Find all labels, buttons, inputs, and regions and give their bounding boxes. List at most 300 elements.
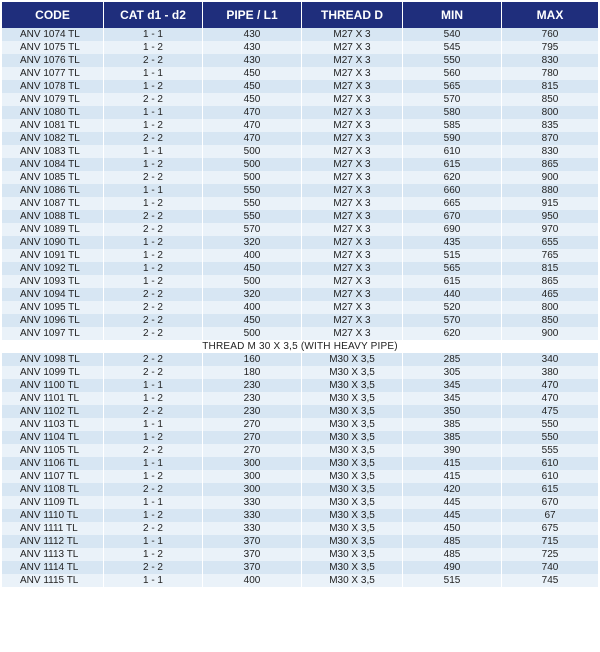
cell-code: ANV 1089 TL (2, 223, 104, 236)
cell-min: 550 (403, 54, 502, 67)
cell-code: ANV 1080 TL (2, 106, 104, 119)
cell-cat: 1 - 2 (104, 158, 203, 171)
cell-code: ANV 1091 TL (2, 249, 104, 262)
cell-pipe: 180 (203, 366, 302, 379)
cell-min: 690 (403, 223, 502, 236)
table-row (2, 93, 598, 106)
cell-code: ANV 1093 TL (2, 275, 104, 288)
cell-min: 545 (403, 41, 502, 54)
table-row (2, 223, 598, 236)
cell-min: 560 (403, 67, 502, 80)
cell-cat: 1 - 2 (104, 275, 203, 288)
cell-max: 550 (502, 418, 598, 431)
cell-thread: M27 X 3 (302, 223, 403, 236)
table-row (2, 314, 598, 327)
cell-max: 870 (502, 132, 598, 145)
cell-cat: 2 - 2 (104, 314, 203, 327)
cell-code: ANV 1076 TL (2, 54, 104, 67)
cell-thread: M27 X 3 (302, 106, 403, 119)
cell-max: 865 (502, 158, 598, 171)
cell-pipe: 230 (203, 379, 302, 392)
table-row (2, 158, 598, 171)
cell-cat: 1 - 2 (104, 197, 203, 210)
cell-cat: 1 - 2 (104, 80, 203, 93)
cell-thread: M30 X 3,5 (302, 405, 403, 418)
cell-min: 570 (403, 93, 502, 106)
cell-code: ANV 1092 TL (2, 262, 104, 275)
cell-cat: 2 - 2 (104, 301, 203, 314)
cell-max: 835 (502, 119, 598, 132)
cell-max: 67 (502, 509, 598, 522)
cell-max: 555 (502, 444, 598, 457)
cell-max: 815 (502, 80, 598, 93)
table-row (2, 444, 598, 457)
cell-min: 435 (403, 236, 502, 249)
cell-cat: 1 - 2 (104, 470, 203, 483)
cell-thread: M27 X 3 (302, 327, 403, 340)
cell-max: 795 (502, 41, 598, 54)
cell-cat: 1 - 2 (104, 548, 203, 561)
table-row (2, 496, 598, 509)
table-row (2, 470, 598, 483)
cell-cat: 1 - 2 (104, 249, 203, 262)
cell-max: 970 (502, 223, 598, 236)
section-note: THREAD M 30 X 3,5 (WITH HEAVY PIPE) (2, 340, 598, 353)
cell-max: 340 (502, 353, 598, 366)
cell-pipe: 230 (203, 405, 302, 418)
cell-pipe: 370 (203, 548, 302, 561)
cell-cat: 1 - 2 (104, 236, 203, 249)
cell-pipe: 470 (203, 106, 302, 119)
cell-cat: 1 - 2 (104, 41, 203, 54)
cell-thread: M30 X 3,5 (302, 457, 403, 470)
cell-code: ANV 1095 TL (2, 301, 104, 314)
cell-min: 615 (403, 158, 502, 171)
cell-min: 415 (403, 457, 502, 470)
cell-code: ANV 1096 TL (2, 314, 104, 327)
cell-cat: 2 - 2 (104, 327, 203, 340)
cell-code: ANV 1077 TL (2, 67, 104, 80)
cell-max: 470 (502, 392, 598, 405)
cell-max: 880 (502, 184, 598, 197)
cell-pipe: 500 (203, 275, 302, 288)
cell-max: 715 (502, 535, 598, 548)
cell-min: 610 (403, 145, 502, 158)
section-note-row (2, 340, 598, 353)
cell-max: 610 (502, 457, 598, 470)
cell-min: 515 (403, 249, 502, 262)
cell-thread: M27 X 3 (302, 67, 403, 80)
cell-code: ANV 1075 TL (2, 41, 104, 54)
cell-code: ANV 1087 TL (2, 197, 104, 210)
product-table-container (2, 2, 598, 587)
cell-cat: 1 - 2 (104, 431, 203, 444)
cell-pipe: 500 (203, 327, 302, 340)
cell-pipe: 270 (203, 444, 302, 457)
cell-min: 345 (403, 379, 502, 392)
cell-cat: 2 - 2 (104, 93, 203, 106)
cell-max: 655 (502, 236, 598, 249)
cell-min: 590 (403, 132, 502, 145)
cell-pipe: 430 (203, 41, 302, 54)
cell-min: 565 (403, 80, 502, 93)
cell-thread: M30 X 3,5 (302, 431, 403, 444)
cell-pipe: 270 (203, 418, 302, 431)
table-row (2, 392, 598, 405)
cell-pipe: 430 (203, 54, 302, 67)
cell-cat: 2 - 2 (104, 366, 203, 379)
cell-pipe: 470 (203, 132, 302, 145)
cell-code: ANV 1115 TL (2, 574, 104, 587)
cell-pipe: 330 (203, 509, 302, 522)
cell-thread: M30 X 3,5 (302, 561, 403, 574)
cell-thread: M30 X 3,5 (302, 366, 403, 379)
cell-code: ANV 1083 TL (2, 145, 104, 158)
cell-cat: 2 - 2 (104, 288, 203, 301)
cell-code: ANV 1103 TL (2, 418, 104, 431)
cell-code: ANV 1114 TL (2, 561, 104, 574)
table-row (2, 184, 598, 197)
cell-thread: M30 X 3,5 (302, 392, 403, 405)
cell-min: 285 (403, 353, 502, 366)
header-thread: THREAD D (302, 2, 403, 28)
cell-pipe: 470 (203, 119, 302, 132)
cell-min: 485 (403, 535, 502, 548)
cell-thread: M27 X 3 (302, 184, 403, 197)
cell-thread: M27 X 3 (302, 41, 403, 54)
cell-cat: 2 - 2 (104, 210, 203, 223)
cell-cat: 1 - 2 (104, 119, 203, 132)
cell-pipe: 450 (203, 67, 302, 80)
cell-pipe: 230 (203, 392, 302, 405)
cell-cat: 1 - 1 (104, 184, 203, 197)
cell-min: 670 (403, 210, 502, 223)
cell-pipe: 500 (203, 158, 302, 171)
header-pipe: PIPE / L1 (203, 2, 302, 28)
table-row (2, 509, 598, 522)
cell-code: ANV 1111 TL (2, 522, 104, 535)
table-row (2, 236, 598, 249)
table-row (2, 522, 598, 535)
cell-code: ANV 1110 TL (2, 509, 104, 522)
cell-pipe: 570 (203, 223, 302, 236)
table-row (2, 548, 598, 561)
cell-min: 620 (403, 171, 502, 184)
cell-min: 450 (403, 522, 502, 535)
cell-pipe: 550 (203, 210, 302, 223)
cell-thread: M27 X 3 (302, 171, 403, 184)
cell-thread: M27 X 3 (302, 158, 403, 171)
cell-max: 670 (502, 496, 598, 509)
cell-cat: 1 - 1 (104, 457, 203, 470)
cell-pipe: 300 (203, 483, 302, 496)
cell-cat: 1 - 1 (104, 574, 203, 587)
cell-pipe: 400 (203, 249, 302, 262)
cell-code: ANV 1102 TL (2, 405, 104, 418)
table-row (2, 171, 598, 184)
cell-code: ANV 1104 TL (2, 431, 104, 444)
cell-code: ANV 1090 TL (2, 236, 104, 249)
table-row (2, 301, 598, 314)
cell-code: ANV 1084 TL (2, 158, 104, 171)
cell-min: 445 (403, 496, 502, 509)
cell-min: 385 (403, 418, 502, 431)
table-row (2, 54, 598, 67)
cell-thread: M30 X 3,5 (302, 496, 403, 509)
cell-code: ANV 1086 TL (2, 184, 104, 197)
cell-min: 390 (403, 444, 502, 457)
cell-code: ANV 1074 TL (2, 28, 104, 41)
header-row (2, 2, 598, 28)
header-max: MAX (502, 2, 598, 28)
cell-pipe: 500 (203, 171, 302, 184)
cell-pipe: 450 (203, 93, 302, 106)
cell-min: 415 (403, 470, 502, 483)
cell-thread: M30 X 3,5 (302, 379, 403, 392)
cell-code: ANV 1101 TL (2, 392, 104, 405)
cell-min: 585 (403, 119, 502, 132)
cell-thread: M30 X 3,5 (302, 522, 403, 535)
table-row (2, 574, 598, 587)
cell-max: 380 (502, 366, 598, 379)
cell-max: 830 (502, 145, 598, 158)
cell-code: ANV 1106 TL (2, 457, 104, 470)
cell-pipe: 160 (203, 353, 302, 366)
cell-min: 445 (403, 509, 502, 522)
cell-code: ANV 1088 TL (2, 210, 104, 223)
cell-min: 305 (403, 366, 502, 379)
cell-code: ANV 1100 TL (2, 379, 104, 392)
cell-thread: M30 X 3,5 (302, 548, 403, 561)
cell-max: 830 (502, 54, 598, 67)
cell-cat: 2 - 2 (104, 405, 203, 418)
cell-pipe: 320 (203, 236, 302, 249)
cell-min: 615 (403, 275, 502, 288)
cell-cat: 2 - 2 (104, 171, 203, 184)
cell-thread: M27 X 3 (302, 314, 403, 327)
cell-pipe: 370 (203, 535, 302, 548)
table-row (2, 80, 598, 93)
cell-code: ANV 1085 TL (2, 171, 104, 184)
table-row (2, 262, 598, 275)
header-cat: CAT d1 - d2 (104, 2, 203, 28)
cell-thread: M27 X 3 (302, 288, 403, 301)
cell-cat: 2 - 2 (104, 561, 203, 574)
cell-cat: 1 - 1 (104, 28, 203, 41)
cell-pipe: 370 (203, 561, 302, 574)
table-row (2, 327, 598, 340)
cell-max: 915 (502, 197, 598, 210)
cell-max: 725 (502, 548, 598, 561)
cell-max: 615 (502, 483, 598, 496)
cell-pipe: 320 (203, 288, 302, 301)
cell-pipe: 400 (203, 301, 302, 314)
cell-max: 470 (502, 379, 598, 392)
cell-cat: 1 - 2 (104, 509, 203, 522)
cell-cat: 2 - 2 (104, 132, 203, 145)
cell-thread: M27 X 3 (302, 236, 403, 249)
cell-code: ANV 1113 TL (2, 548, 104, 561)
cell-code: ANV 1079 TL (2, 93, 104, 106)
cell-cat: 2 - 2 (104, 223, 203, 236)
header-min: MIN (403, 2, 502, 28)
table-row (2, 210, 598, 223)
cell-min: 570 (403, 314, 502, 327)
cell-code: ANV 1098 TL (2, 353, 104, 366)
cell-max: 815 (502, 262, 598, 275)
cell-code: ANV 1109 TL (2, 496, 104, 509)
cell-cat: 1 - 1 (104, 145, 203, 158)
cell-thread: M30 X 3,5 (302, 574, 403, 587)
table-row (2, 288, 598, 301)
cell-pipe: 550 (203, 184, 302, 197)
cell-code: ANV 1078 TL (2, 80, 104, 93)
table-row (2, 67, 598, 80)
cell-thread: M27 X 3 (302, 28, 403, 41)
cell-min: 580 (403, 106, 502, 119)
cell-cat: 2 - 2 (104, 522, 203, 535)
cell-max: 745 (502, 574, 598, 587)
cell-thread: M27 X 3 (302, 54, 403, 67)
cell-min: 385 (403, 431, 502, 444)
cell-cat: 2 - 2 (104, 353, 203, 366)
table-row (2, 561, 598, 574)
table-row (2, 405, 598, 418)
cell-cat: 1 - 1 (104, 496, 203, 509)
cell-thread: M30 X 3,5 (302, 353, 403, 366)
cell-cat: 2 - 2 (104, 444, 203, 457)
cell-min: 660 (403, 184, 502, 197)
cell-cat: 1 - 2 (104, 262, 203, 275)
cell-max: 950 (502, 210, 598, 223)
cell-min: 350 (403, 405, 502, 418)
cell-thread: M27 X 3 (302, 249, 403, 262)
cell-max: 760 (502, 28, 598, 41)
table-row (2, 418, 598, 431)
cell-pipe: 450 (203, 262, 302, 275)
cell-pipe: 430 (203, 28, 302, 41)
table-row (2, 379, 598, 392)
cell-pipe: 550 (203, 197, 302, 210)
cell-min: 345 (403, 392, 502, 405)
cell-max: 900 (502, 327, 598, 340)
cell-thread: M27 X 3 (302, 132, 403, 145)
cell-cat: 1 - 2 (104, 392, 203, 405)
cell-code: ANV 1097 TL (2, 327, 104, 340)
cell-thread: M27 X 3 (302, 262, 403, 275)
cell-pipe: 330 (203, 496, 302, 509)
cell-cat: 1 - 1 (104, 106, 203, 119)
cell-thread: M27 X 3 (302, 210, 403, 223)
cell-pipe: 450 (203, 80, 302, 93)
table-row (2, 431, 598, 444)
cell-code: ANV 1107 TL (2, 470, 104, 483)
cell-max: 800 (502, 106, 598, 119)
cell-thread: M27 X 3 (302, 145, 403, 158)
cell-code: ANV 1082 TL (2, 132, 104, 145)
cell-code: ANV 1081 TL (2, 119, 104, 132)
cell-thread: M27 X 3 (302, 275, 403, 288)
table-row (2, 275, 598, 288)
cell-min: 420 (403, 483, 502, 496)
table-row (2, 132, 598, 145)
cell-thread: M30 X 3,5 (302, 535, 403, 548)
cell-thread: M30 X 3,5 (302, 483, 403, 496)
cell-cat: 1 - 1 (104, 418, 203, 431)
cell-code: ANV 1108 TL (2, 483, 104, 496)
cell-pipe: 400 (203, 574, 302, 587)
table-row (2, 28, 598, 41)
table-row (2, 366, 598, 379)
cell-thread: M30 X 3,5 (302, 470, 403, 483)
cell-max: 765 (502, 249, 598, 262)
product-table (2, 2, 598, 587)
cell-thread: M27 X 3 (302, 93, 403, 106)
cell-min: 540 (403, 28, 502, 41)
table-row (2, 197, 598, 210)
table-row (2, 145, 598, 158)
table-row (2, 483, 598, 496)
table-header (2, 2, 598, 28)
cell-code: ANV 1105 TL (2, 444, 104, 457)
table-body (2, 28, 598, 587)
cell-pipe: 300 (203, 470, 302, 483)
cell-min: 485 (403, 548, 502, 561)
cell-pipe: 330 (203, 522, 302, 535)
cell-min: 490 (403, 561, 502, 574)
cell-thread: M30 X 3,5 (302, 509, 403, 522)
cell-max: 900 (502, 171, 598, 184)
cell-cat: 1 - 1 (104, 535, 203, 548)
cell-max: 800 (502, 301, 598, 314)
cell-min: 665 (403, 197, 502, 210)
cell-max: 740 (502, 561, 598, 574)
cell-min: 520 (403, 301, 502, 314)
cell-max: 475 (502, 405, 598, 418)
cell-pipe: 500 (203, 145, 302, 158)
cell-thread: M27 X 3 (302, 119, 403, 132)
cell-thread: M27 X 3 (302, 80, 403, 93)
table-row (2, 535, 598, 548)
cell-cat: 1 - 1 (104, 67, 203, 80)
table-row (2, 457, 598, 470)
cell-max: 610 (502, 470, 598, 483)
cell-max: 865 (502, 275, 598, 288)
table-row (2, 119, 598, 132)
table-row (2, 353, 598, 366)
cell-code: ANV 1112 TL (2, 535, 104, 548)
table-row (2, 41, 598, 54)
cell-thread: M30 X 3,5 (302, 444, 403, 457)
cell-min: 620 (403, 327, 502, 340)
cell-thread: M30 X 3,5 (302, 418, 403, 431)
cell-thread: M27 X 3 (302, 197, 403, 210)
cell-cat: 2 - 2 (104, 483, 203, 496)
cell-pipe: 450 (203, 314, 302, 327)
cell-max: 780 (502, 67, 598, 80)
cell-code: ANV 1099 TL (2, 366, 104, 379)
cell-max: 465 (502, 288, 598, 301)
cell-cat: 2 - 2 (104, 54, 203, 67)
cell-min: 515 (403, 574, 502, 587)
cell-max: 550 (502, 431, 598, 444)
table-row (2, 106, 598, 119)
cell-pipe: 270 (203, 431, 302, 444)
cell-min: 440 (403, 288, 502, 301)
cell-thread: M27 X 3 (302, 301, 403, 314)
cell-pipe: 300 (203, 457, 302, 470)
cell-max: 850 (502, 314, 598, 327)
